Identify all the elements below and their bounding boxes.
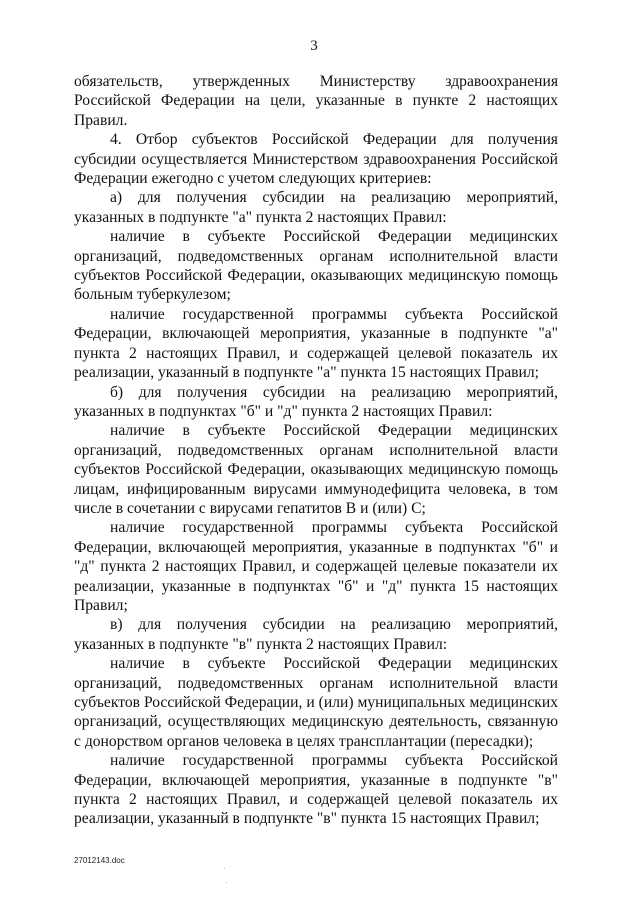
document-file-code: 27012143.doc [74, 856, 125, 865]
paragraph-item-4: 4. Отбор субъектов Российской Федерации для получения субсидии осуществляется Министерством здравоохранения Российской Федерации ежегодно с учетом следующих критериев: [74, 131, 558, 188]
paragraph-criterion-a-2: наличие государственной программы субъекта Российской Федерации, включающей мероприятия, указанные в подпункте "а" пункта 2 настоящих Правил, и содержащей целевой показатель их реализации, указанный в подпункте "а" пункта 15 настоящих Правил; [74, 305, 558, 382]
page-number: 3 [310, 38, 318, 54]
paragraph-criterion-b-2: наличие государственной программы субъекта Российской Федерации, включающей мероприятия, указанные в подпунктах "б" и "д" пункта 2 настоящих Правил, и содержащей целевые показатели их реализации, указанные в подпунктах "б" и "д" пункта 15 настоящих Правил; [74, 519, 558, 614]
scan-speck [224, 868, 225, 869]
paragraph-subitem-a: а) для получения субсидии на реализацию мероприятий, указанных в подпункте "а" пункта 2 настоящих Правил: [74, 189, 558, 226]
scan-speck [226, 882, 227, 883]
paragraph-criterion-b-1: наличие в субъекте Российской Федерации медицинских организаций, подведомственных органам исполнительной власти субъектов Российской Федерации, оказывающих медицинскую помощь лицам, инфицированным вирусами иммунодефицита человека, в том числе в сочетании с вирусами гепатитов B и (или) C; [74, 422, 558, 517]
paragraph-continuation: обязательств, утвержденных Министерству здравоохранения Российской Федерации на цели, указанные в пункте 2 настоящих Правил. [74, 73, 558, 129]
paragraph-criterion-a-1: наличие в субъекте Российской Федерации медицинских организаций, подведомственных органам исполнительной власти субъектов Российской Федерации, оказывающих медицинскую помощь больным туберкулезом; [74, 228, 558, 304]
paragraph-criterion-v-1: наличие в субъекте Российской Федерации медицинских организаций, подведомственных органам исполнительной власти субъектов Российской Федерации, и (или) муниципальных медицинских организаций, осуществляющих медицинскую деятельность, связанную с донорством органов человека в целях трансплантации (пересадки); [74, 655, 558, 750]
document-body [74, 72, 558, 829]
paragraph-subitem-b: б) для получения субсидии на реализацию мероприятий, указанных в подпунктах "б" и "д" пункта 2 настоящих Правил: [74, 383, 558, 420]
paragraph-subitem-v: в) для получения субсидии на реализацию мероприятий, указанных в подпункте "в" пункта 2 настоящих Правил: [74, 616, 558, 653]
paragraph-criterion-v-2: наличие государственной программы субъекта Российской Федерации, включающей мероприятия, указанные в подпункте "в" пункта 2 настоящих Правил, и содержащей целевой показатель их реализации, указанный в подпункте "в" пункта 15 настоящих Правил; [74, 752, 558, 828]
